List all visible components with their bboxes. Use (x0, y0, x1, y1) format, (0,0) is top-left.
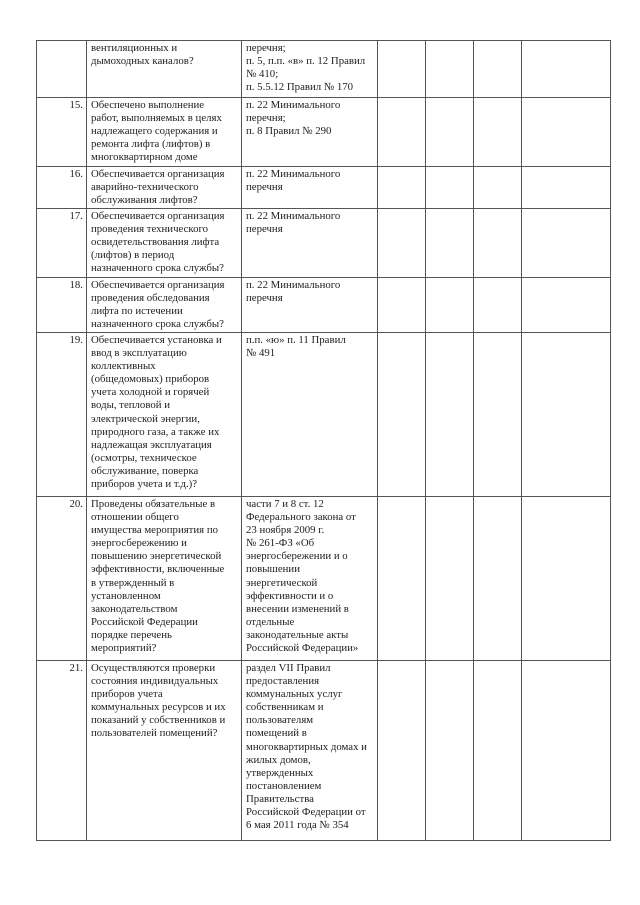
legal-reference: раздел VII Правил предоставления коммунальных услуг собственникам и пользователям помещений в многоквартирных домах и жилых домов, утвержденных постановлением Правительства Российской Федерации от 6 мая 2011 года № 354 (242, 661, 378, 841)
row-number: 18. (37, 278, 87, 333)
row-number: 19. (37, 333, 87, 497)
note-cell (522, 209, 611, 278)
legal-reference: п. 22 Минимального перечня (242, 278, 378, 333)
note-cell (522, 497, 611, 661)
answer-na-cell (474, 98, 522, 167)
answer-no-cell (426, 661, 474, 841)
table-row (37, 661, 611, 841)
answer-no-cell (426, 209, 474, 278)
answer-yes-cell (378, 333, 426, 497)
note-cell (522, 333, 611, 497)
requirement-question: Обеспечивается организация аварийно-технического обслуживания лифтов? (87, 167, 242, 209)
row-number: 17. (37, 209, 87, 278)
answer-yes-cell (378, 98, 426, 167)
answer-na-cell (474, 167, 522, 209)
answer-no-cell (426, 167, 474, 209)
requirement-question: Осуществляются проверки состояния индивидуальных приборов учета коммунальных ресурсов и их показаний у собственников и пользователей помещений? (87, 661, 242, 841)
answer-na-cell (474, 333, 522, 497)
table-row (37, 98, 611, 167)
requirement-question: вентиляционных и дымоходных каналов? (87, 41, 242, 98)
table-row (37, 497, 611, 661)
note-cell (522, 41, 611, 98)
requirement-question: Обеспечено выполнение работ, выполняемых в целях надлежащего содержания и ремонта лифта (лифтов) в многоквартирном доме (87, 98, 242, 167)
answer-no-cell (426, 333, 474, 497)
legal-reference: п. 22 Минимального перечня; п. 8 Правил № 290 (242, 98, 378, 167)
checklist-table (36, 40, 611, 841)
answer-no-cell (426, 41, 474, 98)
answer-no-cell (426, 98, 474, 167)
table-row (37, 333, 611, 497)
row-number: 21. (37, 661, 87, 841)
answer-na-cell (474, 661, 522, 841)
answer-yes-cell (378, 497, 426, 661)
note-cell (522, 278, 611, 333)
answer-no-cell (426, 278, 474, 333)
row-number: 15. (37, 98, 87, 167)
note-cell (522, 98, 611, 167)
answer-yes-cell (378, 167, 426, 209)
table-row (37, 167, 611, 209)
requirement-question: Проведены обязательные в отношении общего имущества мероприятия по энергосбережению и повышению энергетической эффективности, включенные в утвержденный в установленном законодательством Российской Федерации порядке перечень мероприятий? (87, 497, 242, 661)
note-cell (522, 661, 611, 841)
table-row (37, 278, 611, 333)
answer-na-cell (474, 497, 522, 661)
table-row (37, 209, 611, 278)
answer-no-cell (426, 497, 474, 661)
legal-reference: п. 22 Минимального перечня (242, 167, 378, 209)
answer-na-cell (474, 41, 522, 98)
answer-yes-cell (378, 661, 426, 841)
legal-reference: перечня; п. 5, п.п. «в» п. 12 Правил № 410; п. 5.5.12 Правил № 170 (242, 41, 378, 98)
legal-reference: части 7 и 8 ст. 12 Федерального закона от 23 ноября 2009 г. № 261-ФЗ «Об энергосбережении и о повышении энергетической эффективности и о внесении изменений в отдельные законодательные акты Российской Федерации» (242, 497, 378, 661)
row-number: 16. (37, 167, 87, 209)
answer-yes-cell (378, 209, 426, 278)
answer-na-cell (474, 278, 522, 333)
answer-na-cell (474, 209, 522, 278)
note-cell (522, 167, 611, 209)
legal-reference: п.п. «ю» п. 11 Правил № 491 (242, 333, 378, 497)
row-number (37, 41, 87, 98)
row-number: 20. (37, 497, 87, 661)
answer-yes-cell (378, 278, 426, 333)
legal-reference: п. 22 Минимального перечня (242, 209, 378, 278)
answer-yes-cell (378, 41, 426, 98)
table-row (37, 41, 611, 98)
requirement-question: Обеспечивается организация проведения технического освидетельствования лифта (лифтов) в период назначенного срока службы? (87, 209, 242, 278)
requirement-question: Обеспечивается установка и ввод в эксплуатацию коллективных (общедомовых) приборов учета холодной и горячей воды, тепловой и электрической энергии, природного газа, а также их надлежащая эксплуатация (осмотры, техническое обслуживание, поверка приборов учета и т.д.)? (87, 333, 242, 497)
requirement-question: Обеспечивается организация проведения обследования лифта по истечении назначенного срока службы? (87, 278, 242, 333)
